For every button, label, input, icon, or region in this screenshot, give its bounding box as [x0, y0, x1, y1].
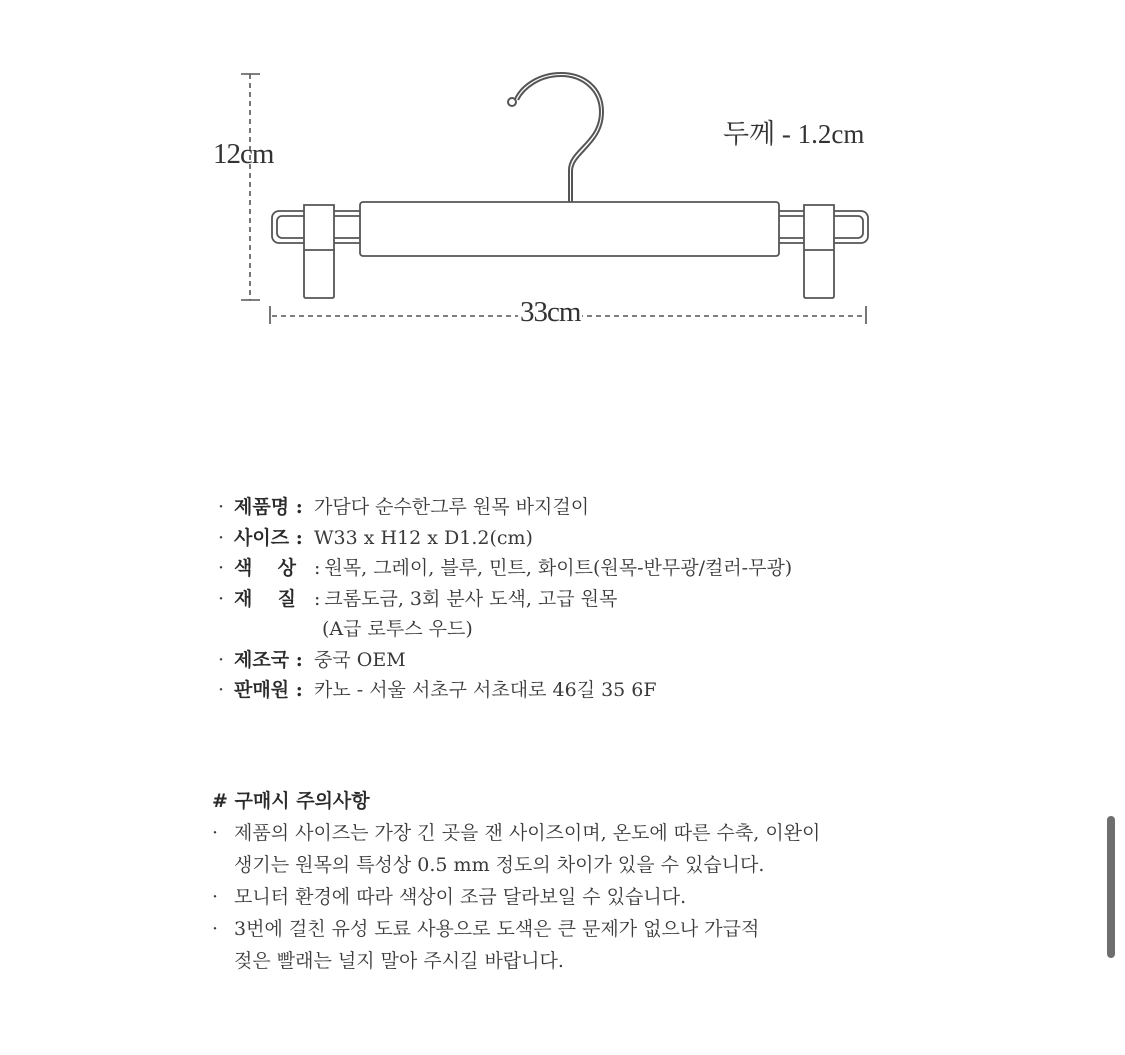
spec-key-text: 제조국: [234, 648, 290, 671]
caution-text: 3번에 걸친 유성 도료 사용으로 도색은 큰 문제가 없으나 가급적: [234, 918, 760, 940]
spec-key: 제조국 :: [234, 648, 303, 671]
spec-value: 중국 OEM: [314, 648, 406, 671]
spec-row-color: · 색 상 : 원목, 그레이, 블루, 민트, 화이트(원목-반무광/컬러-무광): [218, 553, 792, 584]
caution-text-continued: 젖은 빨래는 널지 말아 주시길 바랍니다.: [234, 950, 564, 972]
spec-key: 사이즈 :: [234, 526, 303, 549]
bullet: ·: [218, 648, 225, 671]
caution-text: 모니터 환경에 따라 색상이 조금 달라보일 수 있습니다.: [234, 886, 687, 908]
height-label: 12cm: [213, 138, 274, 170]
hanger-hook: [508, 73, 603, 204]
spec-key-part: 상: [277, 557, 296, 579]
spec-value: 카노 - 서울 서초구 서초대로 46길 35 6F: [314, 679, 657, 701]
spec-key-part: 질: [277, 587, 296, 610]
bullet: ·: [218, 496, 225, 518]
bullet: ·: [212, 918, 219, 940]
spec-key-part: 색: [234, 557, 253, 579]
caution-text-continued: 생기는 원목의 특성상 0.5 mm 정도의 차이가 있을 수 있습니다.: [234, 854, 765, 876]
bullet: ·: [218, 526, 225, 549]
right-clip: [804, 205, 834, 298]
product-specs: [218, 492, 792, 706]
bullet: ·: [218, 679, 225, 701]
caution-item: [212, 881, 820, 913]
hanger-dimension-diagram: [0, 0, 1125, 360]
spec-row-material: · 재 질 : 크롬도금, 3회 분사 도색, 고급 원목: [218, 584, 792, 615]
cautions-title: # 구매시 주의사항: [212, 790, 370, 812]
width-label: 33cm: [520, 296, 581, 328]
spec-row-name: [218, 492, 792, 523]
spec-key-text: 판매원: [234, 679, 290, 701]
spec-value-continued: (A급 로투스 우드): [322, 618, 473, 640]
spec-row-size: [218, 523, 792, 554]
left-clip: [304, 205, 334, 298]
bullet: ·: [212, 822, 219, 844]
spec-value: W33 x H12 x D1.2(cm): [314, 526, 533, 549]
spec-key-part: 재: [234, 587, 253, 610]
spec-key: [234, 553, 296, 584]
caution-text: 제품의 사이즈는 가장 긴 곳을 잰 사이즈이며, 온도에 따른 수축, 이완이: [234, 822, 821, 844]
thickness-label: 두께 - 1.2cm: [723, 119, 865, 149]
scrollbar-thumb[interactable]: [1107, 816, 1115, 958]
bullet: ·: [212, 886, 219, 908]
spec-value: 가담다 순수한그루 원목 바지걸이: [314, 496, 590, 518]
caution-item: [212, 817, 820, 849]
spec-value: 원목, 그레이, 블루, 민트, 화이트(원목-반무광/컬러-무광): [324, 557, 793, 579]
caution-item: [212, 913, 820, 945]
spec-key: 제품명 :: [234, 496, 303, 518]
spec-row-origin: [218, 645, 792, 676]
purchase-cautions: [212, 785, 820, 977]
spec-key: 판매원 :: [234, 679, 303, 701]
bullet: ·: [218, 557, 225, 579]
spec-key-text: 제품명: [234, 496, 290, 518]
wooden-bar: [360, 202, 779, 256]
spec-row-seller: [218, 675, 792, 706]
bullet: ·: [218, 587, 225, 610]
spec-key: [234, 584, 296, 615]
height-dimension-line: [241, 74, 260, 300]
spec-key-text: 사이즈: [234, 526, 290, 549]
spec-value: 크롬도금, 3회 분사 도색, 고급 원목: [324, 587, 618, 610]
